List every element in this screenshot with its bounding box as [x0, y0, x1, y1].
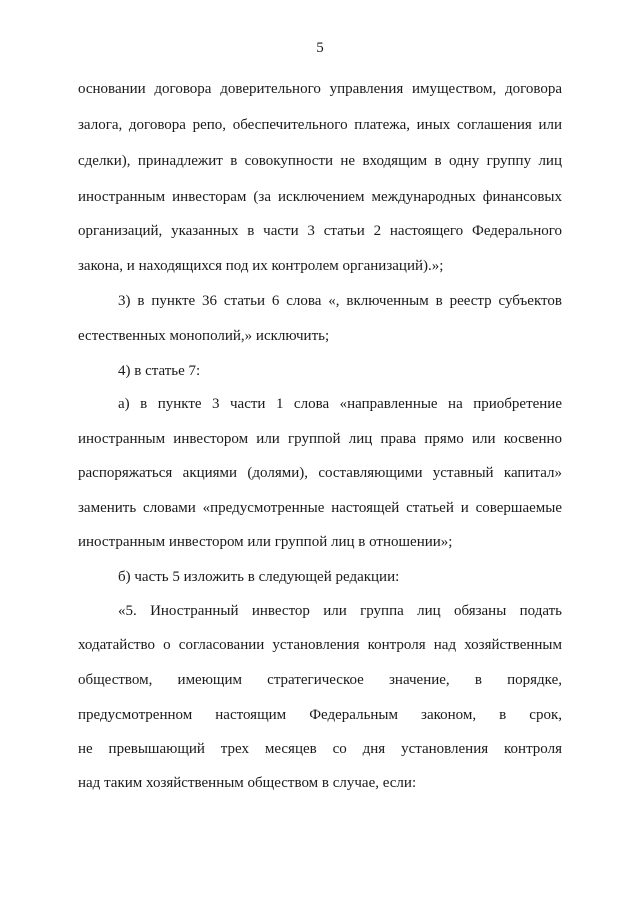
text-line: закона, и находящихся под их контролем организаций).»; — [78, 258, 444, 274]
text-line: иностранным инвестором или группой лиц права прямо или косвенно — [78, 431, 562, 447]
text-line: распоряжаться акциями (долями), составляющими уставный капитал» — [78, 465, 562, 481]
page-number: 5 — [316, 40, 324, 56]
text-line: а) в пункте 3 части 1 слова «направленные на приобретение — [118, 396, 562, 412]
text-line: залога, договора репо, обеспечительного платежа, иных соглашения или — [78, 117, 562, 133]
text-line: ходатайство о согласовании установления контроля над хозяйственным — [78, 637, 562, 653]
text-line: над таким хозяйственным обществом в случае, если: — [78, 775, 417, 791]
text-line: не превышающий трех месяцев со дня установления контроля — [78, 741, 562, 757]
text-line: 4) в статье 7: — [118, 363, 201, 379]
text-line: сделки), принадлежит в совокупности не входящим в одну группу лиц — [78, 153, 562, 169]
text-line: 3) в пункте 36 статьи 6 слова «, включенным в реестр субъектов — [118, 293, 562, 309]
text-line: организаций, указанных в части 3 статьи 2 настоящего Федерального — [78, 223, 562, 239]
text-line: естественных монополий,» исключить; — [78, 328, 330, 344]
text-line: заменить словами «предусмотренные настоящей статьей и совершаемые — [78, 500, 562, 516]
text-line: основании договора доверительного управления имуществом, договора — [78, 81, 562, 97]
text-line: предусмотренном настоящим Федеральным законом, в срок, — [78, 707, 562, 723]
text-line: б) часть 5 изложить в следующей редакции: — [118, 569, 400, 585]
text-line: «5. Иностранный инвестор или группа лиц обязаны подать — [118, 603, 562, 619]
text-line: иностранным инвесторам (за исключением международных финансовых — [78, 189, 562, 205]
text-line: иностранным инвестором или группой лиц в отношении»; — [78, 534, 453, 550]
text-line: обществом, имеющим стратегическое значение, в порядке, — [78, 672, 562, 688]
